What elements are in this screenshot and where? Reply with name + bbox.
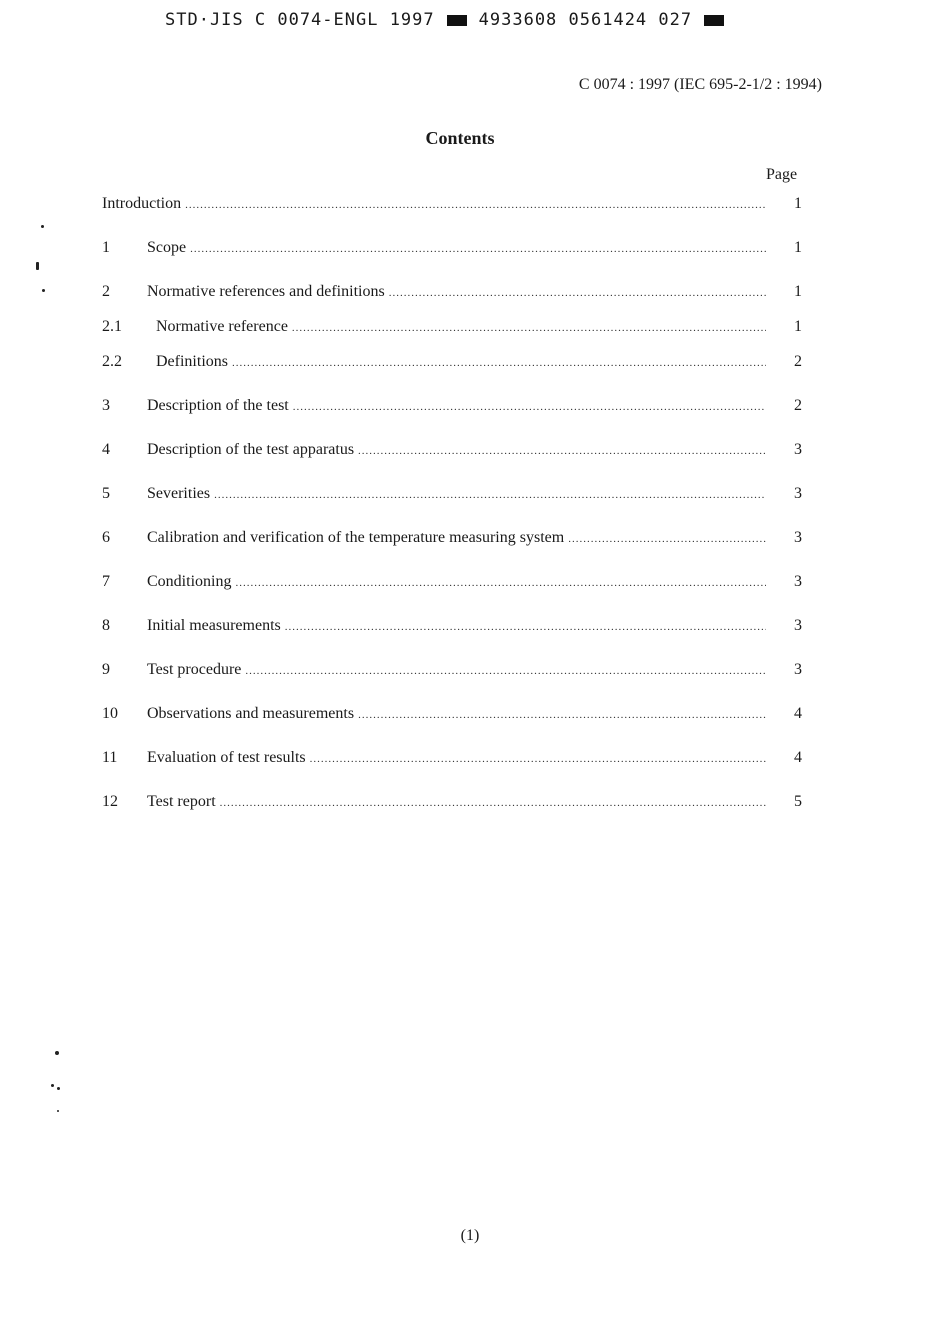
toc-page: 3 [794,573,802,590]
scan-speck [51,1084,54,1087]
scan-speck [41,225,44,228]
toc-page: 2 [794,397,802,414]
toc-entry[interactable] [102,573,802,595]
document-number: C 0074 : 1997 (IEC 695-2-1/2 : 1994) [578,76,822,93]
toc-title: Introduction [102,195,182,212]
toc-number: 9 [102,661,110,678]
toc-entry[interactable] [102,239,802,261]
redaction-bar-icon [447,15,467,26]
toc-number: 2.2 [102,353,122,370]
toc-entry[interactable] [102,353,802,375]
page-number: (1) [460,1227,480,1244]
page-column-heading: Page [766,166,798,183]
toc-title: Severities [147,485,211,502]
toc-leader-dots [293,401,766,413]
toc-entry[interactable] [102,397,802,419]
toc-entry[interactable] [102,485,802,507]
contents-title: Contents [425,128,495,148]
toc-leader-dots [232,357,766,369]
toc-entry[interactable] [102,617,802,639]
toc-entry[interactable] [102,283,802,305]
toc-entry[interactable] [102,661,802,683]
toc-title: Conditioning [147,573,232,590]
toc-leader-dots [310,753,766,765]
scan-speck [55,1051,59,1055]
toc-entry[interactable] [102,441,802,463]
toc-entry[interactable] [102,749,802,771]
toc-page: 4 [794,749,802,766]
scan-speck [57,1110,59,1112]
header-stamp [165,10,736,30]
toc-leader-dots [568,533,766,545]
toc-title: Calibration and verification of the temperature measuring system [147,529,565,546]
toc-leader-dots [185,199,766,211]
toc-page: 1 [794,239,802,256]
toc-page: 4 [794,705,802,722]
toc-leader-dots [358,709,766,721]
toc-title: Evaluation of test results [147,749,306,766]
toc-number: 10 [102,705,118,722]
toc-leader-dots [245,665,766,677]
toc-title: Test procedure [147,661,242,678]
toc-title: Scope [147,239,187,256]
toc-page: 1 [794,283,802,300]
toc-number: 3 [102,397,110,414]
header-stamp-left: STD·JIS C 0074-ENGL 1997 [165,10,435,30]
toc-title: Initial measurements [147,617,281,634]
scan-speck [57,1087,60,1090]
header-stamp-right: 4933608 0561424 027 [478,10,693,30]
toc-title: Normative reference [156,318,288,335]
toc-page: 3 [794,617,802,634]
toc-entry[interactable] [102,705,802,727]
toc-title: Description of the test apparatus [147,441,355,458]
toc-leader-dots [235,577,766,589]
toc-entry[interactable] [102,793,802,815]
toc-number: 12 [102,793,118,810]
toc-leader-dots [358,445,766,457]
toc-page: 3 [794,661,802,678]
toc-number: 6 [102,529,110,546]
toc-number: 2 [102,283,110,300]
toc-leader-dots [285,621,766,633]
toc-number: 8 [102,617,110,634]
toc-number: 7 [102,573,110,590]
toc-entry[interactable] [102,529,802,551]
toc-title: Observations and measurements [147,705,355,722]
toc-title: Test report [147,793,216,810]
toc-title: Definitions [156,353,228,370]
toc-page: 3 [794,485,802,502]
toc-leader-dots [389,287,766,299]
redaction-bar-icon [704,15,724,26]
toc-entry[interactable] [102,195,802,217]
toc-number: 1 [102,239,110,256]
toc-page: 1 [794,195,802,212]
toc-leader-dots [292,322,766,334]
scan-speck [42,289,45,292]
scan-speck [36,262,39,270]
toc-number: 11 [102,749,118,766]
toc-page: 1 [794,318,802,335]
toc-page: 3 [794,529,802,546]
toc-number: 5 [102,485,110,502]
toc-page: 3 [794,441,802,458]
toc-title: Normative references and definitions [147,283,385,300]
toc-title: Description of the test [147,397,289,414]
toc-number: 4 [102,441,110,458]
toc-page: 2 [794,353,802,370]
toc-number: 2.1 [102,318,122,335]
toc-leader-dots [214,489,766,501]
toc-leader-dots [190,243,766,255]
toc-leader-dots [220,797,766,809]
toc-entry[interactable] [102,318,802,340]
toc-page: 5 [794,793,802,810]
